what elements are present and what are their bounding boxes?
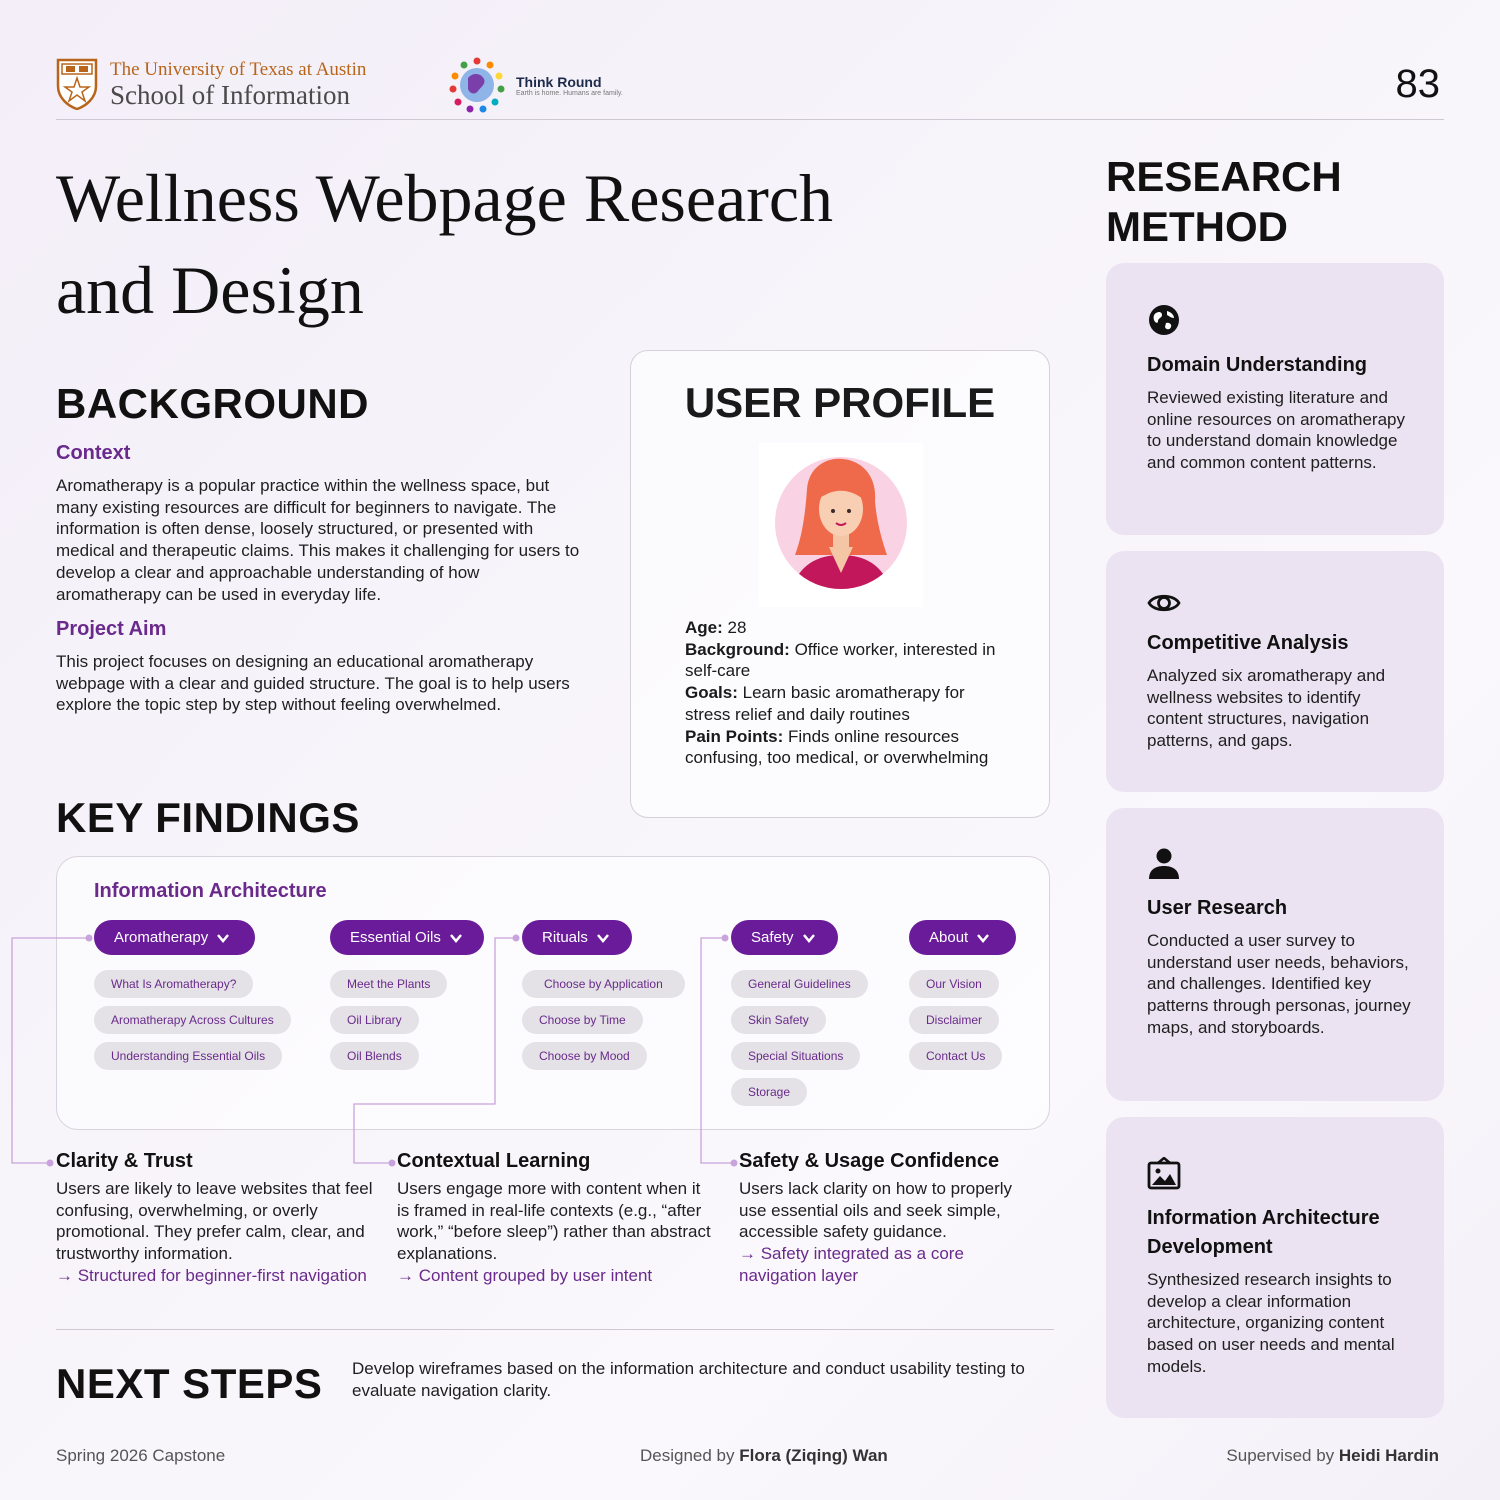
school-name: School of Information <box>110 80 350 110</box>
profile-pain-points: Pain Points: Finds online resources confusing, too medical, or overwhelming <box>685 726 989 768</box>
globe-icon <box>1147 303 1181 337</box>
sub-nav-item[interactable]: Storage <box>731 1078 807 1106</box>
sub-nav-item[interactable]: General Guidelines <box>731 970 868 998</box>
user-profile-details <box>685 617 1005 769</box>
profile-goals: Goals: Learn basic aromatherapy for stress relief and daily routines <box>685 683 965 724</box>
profile-background: Background: Office worker, interested in self-care <box>685 639 996 681</box>
finding-body: Users engage more with content when it is framed in real-life contexts (e.g., “after work,” “before sleep”) rather than abstract explanations. <box>397 1179 711 1264</box>
sub-nav-item[interactable]: Choose by Time <box>522 1006 643 1034</box>
next-steps-text: Develop wireframes based on the information architecture and conduct usability testing to evaluate navigation clarity. <box>352 1359 1025 1400</box>
key-findings-heading: KEY FINDINGS <box>56 794 360 841</box>
finding-body: Users lack clarity on how to properly use essential oils and seek simple, accessible safety guidance. <box>739 1179 1013 1242</box>
method-text: Reviewed existing literature and online resources on aromatherapy to understand domain knowledge and common content patterns. <box>1147 388 1405 473</box>
nav-about-label: About <box>929 929 969 946</box>
method-card-domain-understanding <box>1106 263 1444 535</box>
research-method-heading: RESEARCH METHOD <box>1106 153 1342 250</box>
method-text: Conducted a user survey to understand user needs, behaviors, and challenges. Identified key patterns through personas, journey maps, and storyboards. <box>1147 931 1411 1037</box>
page-title: Wellness Webpage Research and Design <box>56 160 834 328</box>
footer-supervisor: Supervised by Heidi Hardin <box>1226 1446 1439 1465</box>
method-card-user-research <box>1106 808 1444 1101</box>
image-icon <box>1147 1157 1181 1191</box>
finding-title: Contextual Learning <box>397 1150 591 1172</box>
avatar <box>759 443 923 607</box>
finding-result: → Structured for beginner-first navigation <box>56 1265 367 1285</box>
nav-rituals-label: Rituals <box>542 929 588 946</box>
ut-seal-icon <box>56 58 98 110</box>
chevron-down-icon <box>596 931 610 945</box>
nav-safety[interactable] <box>731 920 838 955</box>
method-title: Information Architecture Development <box>1147 1207 1380 1258</box>
finding-contextual-learning <box>397 1150 715 1287</box>
person-icon <box>1147 846 1181 880</box>
nav-essential-oils-label: Essential Oils <box>350 929 441 946</box>
method-card-ia-development <box>1106 1117 1444 1418</box>
finding-clarity-trust <box>56 1150 374 1287</box>
footer-term: Spring 2026 Capstone <box>56 1446 226 1465</box>
ut-logo <box>56 58 366 110</box>
context-text: Aromatherapy is a popular practice within the wellness space, but many existing resources are difficult for beginners to navigate. The information is often dense, loosely structured, or presented with medical and therapeutic claims. This makes it challenging for users to develop a clear and approachable understanding of how aromatherapy can be used in everyday life. <box>56 476 580 604</box>
project-aim-text: This project focuses on designing an educational aromatherapy webpage with a clear and guided structure. The goal is to help users explore the topic step by step without feeling overwhelmed. <box>56 652 570 715</box>
finding-body: Users are likely to leave websites that feel confusing, overwhelming, or overly promotional. They prefer calm, clear, and trustworthy information. <box>56 1179 373 1264</box>
chevron-down-icon <box>976 931 990 945</box>
header-divider <box>56 119 1444 120</box>
background-heading: BACKGROUND <box>56 380 369 427</box>
nav-about[interactable] <box>909 920 1016 955</box>
sub-nav-item[interactable]: Choose by Mood <box>522 1042 647 1070</box>
sub-nav-item[interactable]: Understanding Essential Oils <box>94 1042 282 1070</box>
finding-result: → Content grouped by user intent <box>397 1265 653 1285</box>
sub-nav-item[interactable]: Choose by Application <box>522 970 685 998</box>
sub-nav-item[interactable]: Aromatherapy Across Cultures <box>94 1006 291 1034</box>
context-label: Context <box>56 442 131 464</box>
method-text: Synthesized research insights to develop a clear information architecture, organizing content based on user needs and mental models. <box>1147 1270 1395 1376</box>
user-profile-card <box>630 350 1050 818</box>
method-title: User Research <box>1147 897 1288 919</box>
think-round-logo <box>448 56 623 114</box>
profile-age: Age: 28 <box>685 618 747 637</box>
sub-nav-item[interactable]: Oil Library <box>330 1006 419 1034</box>
page-number: 83 <box>1395 62 1440 106</box>
user-profile-heading: USER PROFILE <box>684 379 996 426</box>
nav-essential-oils[interactable] <box>330 920 484 955</box>
sub-nav-item[interactable]: Special Situations <box>731 1042 860 1070</box>
sub-nav-item[interactable]: Disclaimer <box>909 1006 999 1034</box>
information-architecture-label: Information Architecture <box>94 880 327 902</box>
user-avatar-illustration <box>759 443 923 607</box>
think-round-name: Think Round <box>516 73 602 90</box>
finding-title: Clarity & Trust <box>56 1150 193 1172</box>
method-title: Competitive Analysis <box>1147 632 1349 654</box>
next-steps-heading: NEXT STEPS <box>56 1360 323 1407</box>
method-title: Domain Understanding <box>1147 354 1368 376</box>
sub-nav-item[interactable]: Our Vision <box>909 970 999 998</box>
sub-nav-item[interactable]: Contact Us <box>909 1042 1002 1070</box>
sub-nav-item[interactable]: Oil Blends <box>330 1042 419 1070</box>
chevron-down-icon <box>802 931 816 945</box>
finding-title: Safety & Usage Confidence <box>739 1150 1000 1172</box>
university-name: The University of Texas at Austin <box>110 59 367 80</box>
sub-nav-item[interactable]: Skin Safety <box>731 1006 826 1034</box>
nav-safety-label: Safety <box>751 929 794 946</box>
nav-aromatherapy[interactable] <box>94 920 255 955</box>
project-aim-label: Project Aim <box>56 618 167 640</box>
section-divider <box>56 1329 1054 1330</box>
method-card-competitive-analysis <box>1106 551 1444 792</box>
sub-nav-item[interactable]: What Is Aromatherapy? <box>94 970 253 998</box>
eye-icon <box>1147 586 1181 620</box>
finding-result: → Safety integrated as a core navigation layer <box>739 1244 964 1285</box>
globe-people-icon <box>448 56 506 114</box>
nav-rituals[interactable] <box>522 920 632 955</box>
chevron-down-icon <box>449 931 463 945</box>
chevron-down-icon <box>216 931 230 945</box>
finding-safety-confidence <box>739 1150 1039 1287</box>
footer-designer: Designed by Flora (Ziqing) Wan <box>640 1446 888 1465</box>
think-round-tagline: Earth is home. Humans are family. <box>516 89 623 97</box>
method-text: Analyzed six aromatherapy and wellness websites to identify content structures, navigation patterns, and gaps. <box>1147 666 1386 751</box>
nav-aromatherapy-label: Aromatherapy <box>114 929 209 946</box>
sub-nav-item[interactable]: Meet the Plants <box>330 970 447 998</box>
